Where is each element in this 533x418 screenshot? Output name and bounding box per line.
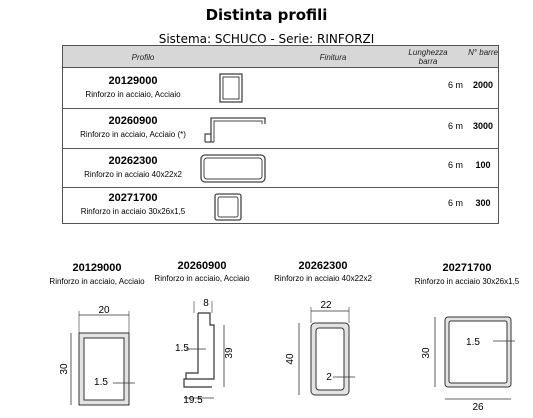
- dimension-label: 22: [320, 300, 332, 311]
- dimension-label: 1.5: [466, 337, 480, 348]
- drawing-description: Rinforzo in acciaio 30x26x1,5: [414, 277, 520, 286]
- header-finish: Finitura: [319, 53, 347, 62]
- profile-description: Rinforzo in acciaio 40x22x2: [84, 170, 182, 179]
- header-length: Lunghezza barra: [408, 48, 448, 66]
- dimension-label: 26: [472, 402, 484, 413]
- bar-count: 2000: [472, 80, 494, 90]
- profiles-table: [62, 45, 499, 224]
- dimension-label: 1.5: [175, 343, 189, 354]
- profile-code: 20129000: [108, 75, 158, 87]
- drawing-code: 20271700: [442, 262, 492, 274]
- profile-code: 20262300: [108, 155, 158, 167]
- dimension-label: 39: [224, 347, 235, 359]
- drawing-code: 20260900: [177, 260, 227, 272]
- drawing-description: Rinforzo in acciaio 40x22x2: [274, 274, 372, 283]
- drawing-description: Rinforzo in acciaio, Acciaio: [49, 277, 145, 286]
- table-row: [63, 188, 498, 223]
- profile-thumbnail-icon: [199, 153, 269, 185]
- dimension-label: 20: [98, 305, 110, 316]
- header-bars: N° barre: [468, 48, 498, 57]
- profile-code: 20271700: [108, 192, 158, 204]
- profile-thumbnail-icon: [201, 112, 271, 146]
- bar-length: 6 m: [447, 160, 463, 170]
- table-row: [63, 68, 498, 109]
- profile-drawing-20262300: [283, 295, 373, 410]
- bar-count: 100: [475, 160, 491, 170]
- dimension-label: 19.5: [183, 395, 203, 406]
- dimension-label: 8: [203, 298, 209, 309]
- dimension-label: 2: [326, 372, 332, 383]
- dimension-label: 30: [421, 347, 432, 359]
- drawing-code: 20129000: [72, 262, 122, 274]
- profile-description: Rinforzo in acciaio, Acciaio: [85, 90, 181, 99]
- drawing-description: Rinforzo in acciaio, Acciaio: [154, 274, 250, 283]
- document-title: Distinta profili: [205, 6, 328, 24]
- profile-description: Rinforzo in acciaio, Acciaio (*): [80, 130, 186, 139]
- profile-thumbnail-icon: [213, 192, 245, 222]
- drawing-code: 20262300: [298, 260, 348, 272]
- bar-count: 3000: [472, 121, 494, 131]
- document-subtitle: Sistema: SCHUCO - Serie: RINFORZI: [158, 32, 375, 46]
- table-row: [63, 109, 498, 149]
- bar-length: 6 m: [447, 198, 463, 208]
- profile-drawing-20260900: [172, 295, 247, 407]
- table-row: [63, 149, 498, 188]
- bar-length: 6 m: [447, 80, 463, 90]
- profile-code: 20260900: [108, 115, 158, 127]
- dimension-label: 30: [59, 363, 70, 375]
- bar-count: 300: [475, 198, 491, 208]
- bar-length: 6 m: [447, 121, 463, 131]
- profile-drawing-20271700: [415, 305, 525, 415]
- header-profile: Profilo: [131, 53, 155, 62]
- table-header: [63, 46, 498, 68]
- profile-thumbnail-icon: [218, 72, 246, 104]
- profile-drawing-20129000: [55, 305, 150, 415]
- dimension-label: 40: [285, 353, 296, 365]
- dimension-label: 1.5: [94, 377, 108, 388]
- profile-description: Rinforzo in acciaio 30x26x1,5: [80, 207, 186, 216]
